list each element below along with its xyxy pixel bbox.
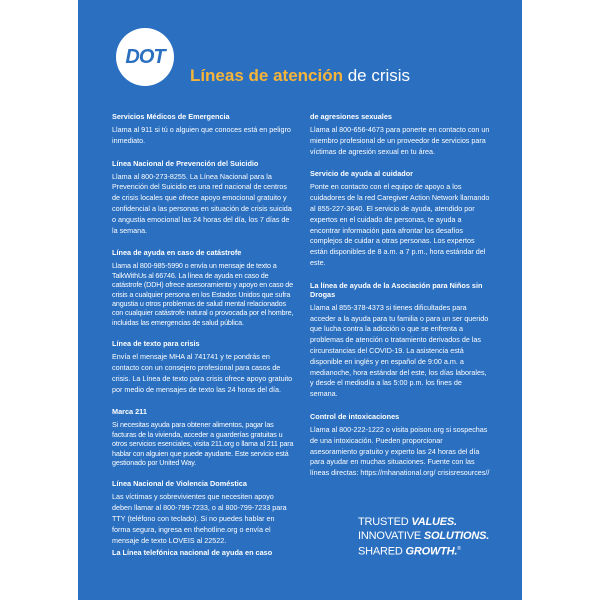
section-heading: de agresiones sexuales [310,112,392,121]
section-poison-control [310,412,490,479]
logo-text: DOT [125,45,165,68]
section-body: Llama al 855-378-4373 si tienes dificultades para acceder a la ayuda para tu familia o para un ser querido que lucha contra la adicción o que se enfrenta a problemas de atención o tratamiento derivados de las circunstancias del COVID-19. La asistencia está disponible en inglés y en español de 9:00 a.m. a medianoche, hora estándar del este, los días laborales, y desde el mediodía a las 5:00 p.m. los fines de semana. [310,302,489,399]
section-heading: La línea de ayuda de la Asociación para Niños sin Drogas [310,280,483,299]
tagline-bold: SOLUTIONS. [423,529,490,542]
section-body: Llama al 800-273-8255. La Línea Nacional para la Prevención del Suicidio es una red nacional de centros de crisis locales que ofrece apoyo emocional gratuito y confidencial a las personas en situación de crisis suicida o angustia emocional las 24 horas del día, los 7 días de la semana. [112,171,292,235]
tagline-plain: SHARED [358,545,406,558]
section-body: Llama al 800-656-4673 para ponerte en contacto con un miembro profesional de un proveedor de servicios para víctimas de agresión sexual en tu área. [310,125,490,156]
section-heading: Servicio de ayuda al cuidador [310,169,414,179]
section-disaster-helpline [112,248,294,327]
section-crisis-text [112,339,294,395]
section-211 [112,407,294,467]
section-caregiver [310,169,490,268]
right-column [310,112,490,491]
tagline-plain: INNOVATIVE [358,529,424,542]
tagline-bold: GROWTH. [405,545,458,558]
section-body: Si necesitas ayuda para obtener alimentos, pagar las facturas de la vivienda, acceder a guarderías gratuitas u otros servicios esenciales, visita 211.org o llama al 211 para hablar con alguien que puede ayudarte. Este servicio está gestionado por United Way. [112,420,294,468]
flyer-page [78,0,522,600]
section-heading: Servicios Médicos de Emergencia [112,112,230,121]
section-body: Envía el mensaje MHA al 741741 y te pondrás en contacto con un consejero profesional para casos de crisis. La Línea de texto para crisis ofrece apoyo gratuito por medio de mensajes de texto las 24 horas del día. [112,352,293,394]
tagline-line-1 [358,516,518,530]
brand-tagline [358,516,518,559]
section-domestic-violence [112,479,294,557]
section-heading: Línea de ayuda en caso de catástrofe [112,248,242,258]
section-drug-free-kids [310,281,490,400]
tagline-bold: VALUES. [411,516,457,528]
title-accent: Líneas de atención [189,66,343,85]
tagline-line-3 [358,543,518,559]
section-emergency [112,112,294,147]
tagline-line-2 [358,530,518,544]
section-heading: Control de intoxicaciones [310,411,400,421]
section-heading: Marca 211 [112,407,147,417]
section-trailing-heading: La Línea telefónica nacional de ayuda en caso [112,548,273,558]
section-heading: Línea Nacional de Prevención del Suicidio [112,158,259,168]
tagline-plain: TRUSTED [358,516,412,528]
title-rest: de crisis [342,66,411,85]
section-body: Llama al 800-222-1222 o visita poison.org si sospechas de una intoxicación. Pueden proporcionar asesoramiento gratuito y experto las 24 horas del día para ayudar en muchas situaciones. Fuente con las líneas directas: https://mhanational.org/ crisisresources// [310,424,490,478]
section-body: Ponte en contacto con el equipo de apoyo a los cuidadores de la red Caregiver Action Network llamando al 855-227-3640. El servicio de ayuda, atendido por expertos en el cuidado de personas, te ayuda a encontrar información para afrontar los desafíos complejos de cuidar a otras personas. Los expertos están disponibles de 8 a.m. a 7 p.m., hora estándar del este. [310,182,490,267]
section-body: Llama al 911 si tú o alguien que conoces está en peligro inmediato. [112,125,291,145]
section-body: Llama al 800-985-5990 o envía un mensaje de texto a TalkWithUs al 66746. La línea de ayuda en caso de catástrofe (DDH) ofrece asesoramiento y apoyo en caso de crisis a cualquier persona en los Estados Unidos que sufra angustia u otros problemas de salud mental relacionados con cualquier catástrofe natural o provocada por el hombre, incluidas las emergencias de salud pública. [112,261,294,327]
page-title [78,66,522,86]
registered-mark: ® [457,546,461,552]
section-suicide-prevention [112,159,294,237]
left-column [112,112,294,569]
section-sexual-assault [310,112,490,157]
section-heading: Línea de texto para crisis [112,339,200,349]
section-heading: Línea Nacional de Violencia Doméstica [112,479,247,489]
section-body: Las víctimas y sobrevivientes que necesiten apoyo deben llamar al 800-799-7233, o al 800-799-7233 para TTY (teléfono con teclado). Si no puedes hablar en forma segura, ingresa en thehotline.org o envía el mensaje de texto LOVEIS al 22522. [112,492,287,545]
